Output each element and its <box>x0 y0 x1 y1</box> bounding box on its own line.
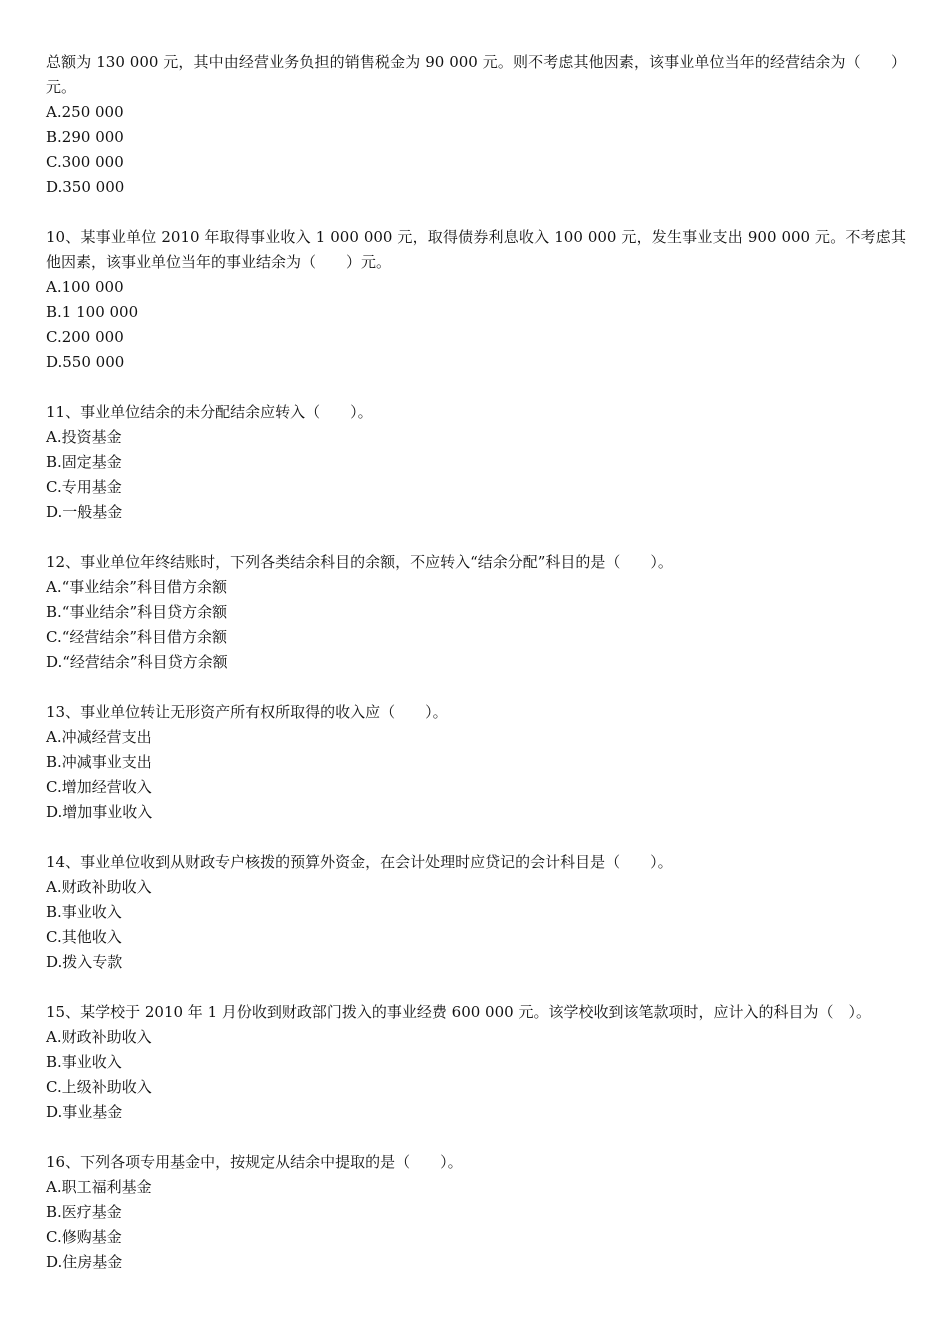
option-c: C.300 000 <box>46 153 124 171</box>
option-c: C.200 000 <box>46 328 124 346</box>
option-a: A.冲减经营支出 <box>46 728 152 746</box>
option-a: A.100 000 <box>46 278 124 296</box>
option-b: B.固定基金 <box>46 453 122 471</box>
question-11 <box>46 400 906 525</box>
question-9 <box>46 50 906 200</box>
option-d: D.550 000 <box>46 353 125 371</box>
question-stem: 11、事业单位结余的未分配结余应转入（ ）。 <box>46 403 373 421</box>
option-d: D.增加事业收入 <box>46 803 153 821</box>
question-stem: 16、下列各项专用基金中，按规定从结余中提取的是（ ）。 <box>46 1153 463 1171</box>
option-d: D.“经营结余”科目贷方余额 <box>46 653 228 671</box>
option-b: B.事业收入 <box>46 1053 122 1071</box>
question-15 <box>46 1000 906 1125</box>
option-b: B.事业收入 <box>46 903 122 921</box>
option-d: D.住房基金 <box>46 1253 123 1271</box>
question-13 <box>46 700 906 825</box>
option-b: B.医疗基金 <box>46 1203 122 1221</box>
option-c: C.其他收入 <box>46 928 122 946</box>
option-c: C.修购基金 <box>46 1228 122 1246</box>
option-b: B.290 000 <box>46 128 124 146</box>
question-stem: 15、某学校于 2010 年 1 月份收到财政部门拨入的事业经费 600 000 元。该学校收到该笔款项时，应计入的科目为（ ）。 <box>46 1003 871 1021</box>
option-b: B.“事业结余”科目贷方余额 <box>46 603 228 621</box>
option-c: C.上级补助收入 <box>46 1078 152 1096</box>
question-14 <box>46 850 906 975</box>
question-stem: 12、事业单位年终结账时，下列各类结余科目的余额，不应转入“结余分配”科目的是（ ）。 <box>46 553 673 571</box>
option-a: A.财政补助收入 <box>46 1028 152 1046</box>
option-a: A.职工福利基金 <box>46 1178 152 1196</box>
option-a: A.财政补助收入 <box>46 878 152 896</box>
option-d: D.拨入专款 <box>46 953 123 971</box>
option-d: D.350 000 <box>46 178 125 196</box>
document-page <box>46 50 906 1300</box>
question-10 <box>46 225 906 375</box>
option-a: A.投资基金 <box>46 428 122 446</box>
option-c: C.增加经营收入 <box>46 778 152 796</box>
option-a: A.250 000 <box>46 103 124 121</box>
question-12 <box>46 550 906 675</box>
question-stem: 14、事业单位收到从财政专户核拨的预算外资金，在会计处理时应贷记的会计科目是（ ）。 <box>46 853 673 871</box>
option-b: B.1 100 000 <box>46 303 139 321</box>
option-a: A.“事业结余”科目借方余额 <box>46 578 227 596</box>
question-stem: 13、事业单位转让无形资产所有权所取得的收入应（ ）。 <box>46 703 448 721</box>
option-d: D.一般基金 <box>46 503 123 521</box>
option-b: B.冲减事业支出 <box>46 753 152 771</box>
question-stem: 10、某事业单位 2010 年取得事业收入 1 000 000 元，取得债券利息收入 100 000 元，发生事业支出 900 000 元。不考虑其他因素，该事业单位当年的事业结余为（ ）元。 <box>46 228 906 271</box>
question-16 <box>46 1150 906 1275</box>
question-stem: 总额为 130 000 元，其中由经营业务负担的销售税金为 90 000 元。则不考虑其他因素，该事业单位当年的经营结余为（ ）元。 <box>46 53 906 96</box>
option-d: D.事业基金 <box>46 1103 123 1121</box>
option-c: C.“经营结余”科目借方余额 <box>46 628 228 646</box>
option-c: C.专用基金 <box>46 478 122 496</box>
